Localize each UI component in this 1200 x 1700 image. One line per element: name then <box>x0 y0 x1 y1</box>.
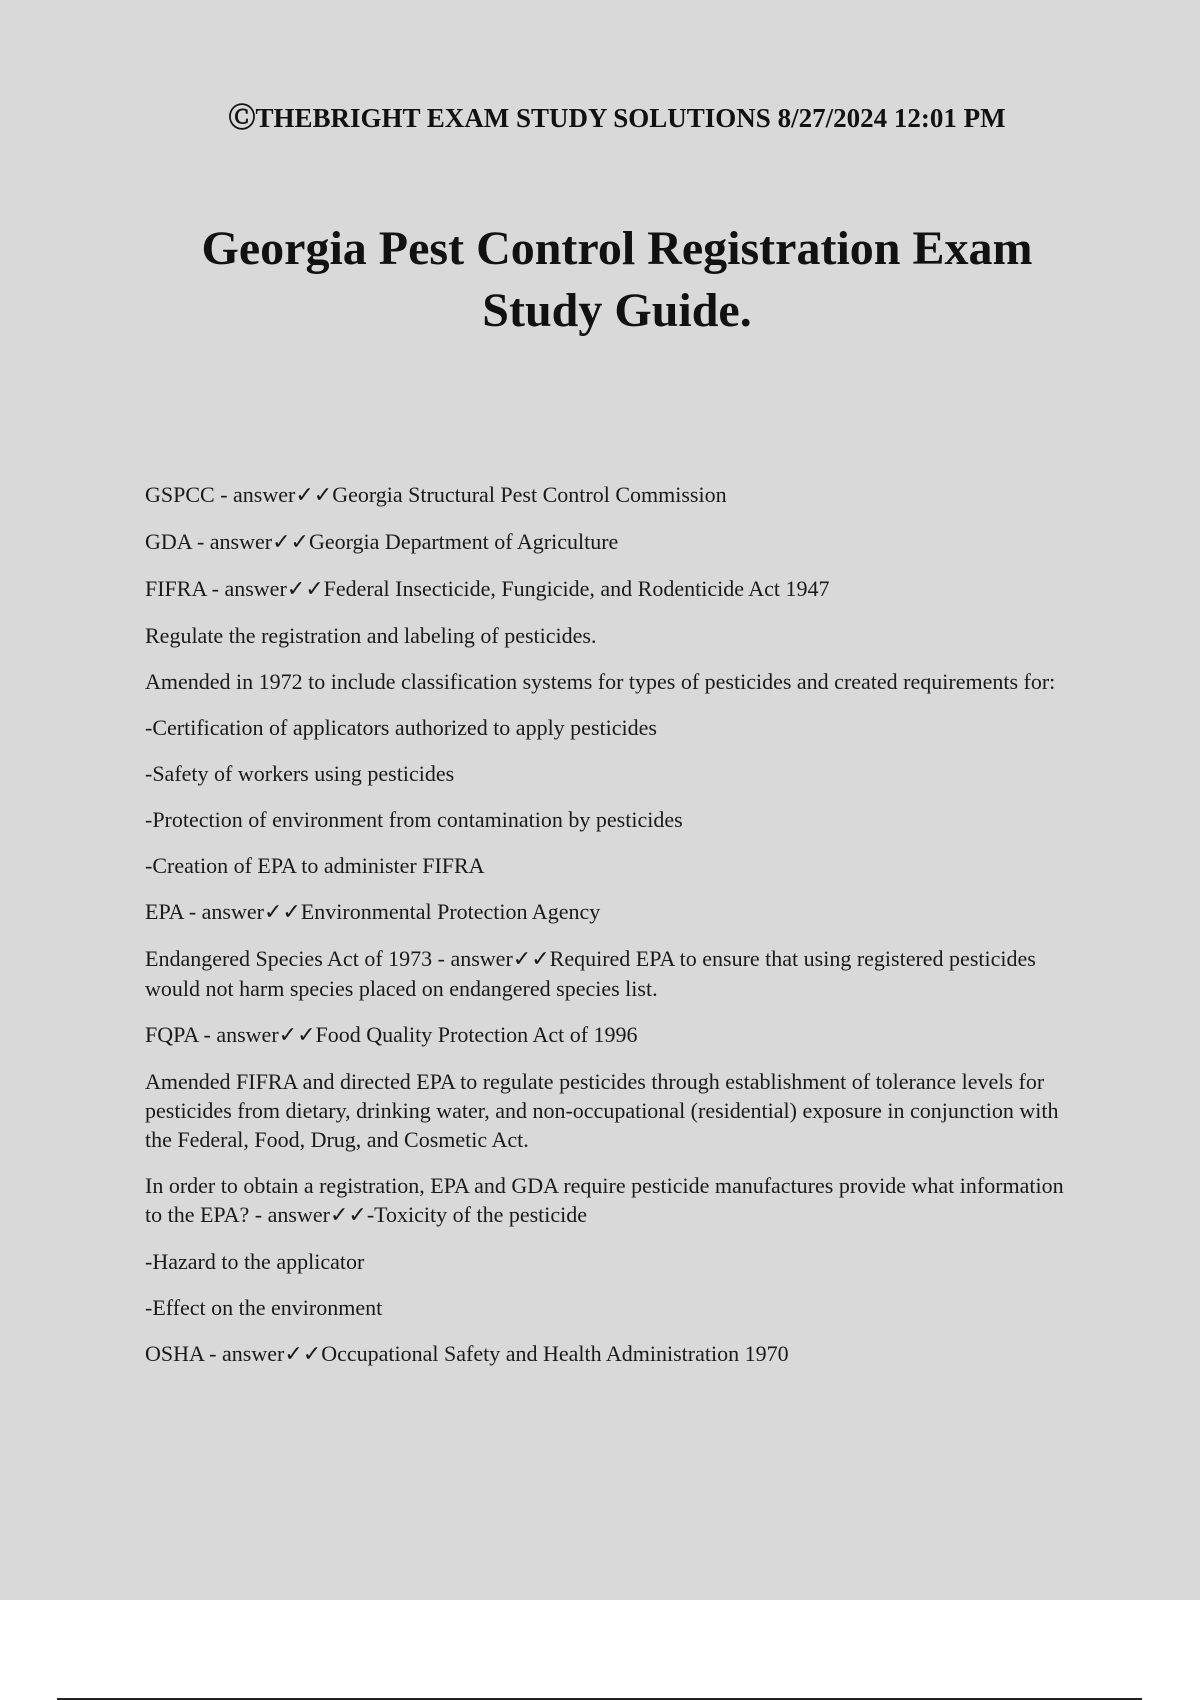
item-answer: Georgia Structural Pest Control Commission <box>332 482 727 507</box>
item-term: GDA - answer <box>145 529 273 554</box>
item-text: Regulate the registration and labeling of pesticides. <box>145 623 597 648</box>
item-term: FQPA - answer <box>145 1022 279 1047</box>
item-text: -Certification of applicators authorized to apply pesticides <box>145 715 657 740</box>
checkmark-icon: ✓✓ <box>329 1203 367 1228</box>
study-item <box>145 851 1085 880</box>
page-title <box>0 218 1200 342</box>
title-line-1: Georgia Pest Control Registration Exam <box>201 222 1033 275</box>
title-line-2: Study Guide. <box>482 284 752 337</box>
checkmark-icon: ✓✓ <box>286 577 324 602</box>
study-item <box>145 1247 1085 1276</box>
checkmark-icon: ✓✓ <box>272 530 309 555</box>
item-text: -Creation of EPA to administer FIFRA <box>145 853 485 878</box>
item-answer: Required EPA to ensure that using registered pesticides would not harm species placed on endangered species list. <box>145 946 1036 1001</box>
study-item <box>145 944 1085 1003</box>
item-answer: Occupational Safety and Health Administration 1970 <box>321 1341 789 1366</box>
item-answer: -Toxicity of the pesticide <box>366 1202 588 1227</box>
item-answer: Georgia Department of Agriculture <box>308 529 619 554</box>
study-item <box>145 574 1085 604</box>
checkmark-icon: ✓✓ <box>278 1023 316 1048</box>
study-item <box>145 897 1085 927</box>
study-item <box>145 713 1085 742</box>
study-item <box>145 1067 1085 1154</box>
study-item <box>145 1020 1085 1050</box>
item-text: -Safety of workers using pesticides <box>145 761 455 786</box>
item-text: Amended in 1972 to include classification systems for types of pesticides and created requirements for: <box>145 669 1056 694</box>
item-text: -Protection of environment from contamination by pesticides <box>145 807 683 832</box>
item-answer: Federal Insecticide, Fungicide, and Rodenticide Act 1947 <box>323 576 830 601</box>
study-item <box>145 805 1085 834</box>
study-item <box>145 1171 1085 1230</box>
item-term: GSPCC - answer <box>145 482 296 507</box>
study-item <box>145 759 1085 788</box>
item-answer: Food Quality Protection Act of 1996 <box>315 1022 638 1047</box>
study-guide-content <box>145 480 1085 1386</box>
header-text: THEBRIGHT EXAM STUDY SOLUTIONS 8/27/2024 12:01 PM <box>255 103 1006 133</box>
item-term: FIFRA - answer <box>145 576 287 601</box>
study-item <box>145 1293 1085 1322</box>
study-item <box>145 667 1085 696</box>
item-term: In order to obtain a registration, EPA and GDA require pesticide manufactures provide what information to the EPA? - answer <box>145 1173 1064 1227</box>
study-item <box>145 1339 1085 1369</box>
item-term: Endangered Species Act of 1973 - answer <box>145 946 513 971</box>
study-item <box>145 480 1085 510</box>
item-text: -Hazard to the applicator <box>145 1249 365 1274</box>
checkmark-icon: ✓✓ <box>263 900 301 925</box>
checkmark-icon: ✓✓ <box>295 483 333 508</box>
item-term: OSHA - answer <box>145 1341 285 1366</box>
copyright-symbol: Ⓒ <box>228 103 256 133</box>
checkmark-icon: ✓✓ <box>512 947 550 972</box>
item-text: -Effect on the environment <box>145 1295 383 1320</box>
item-text: Amended FIFRA and directed EPA to regulate pesticides through establishment of tolerance levels for pesticides from dietary, drinking water, and non-occupational (residential) exposure in conjunction with the Federal, Food, Drug, and Cosmetic Act. <box>145 1069 1059 1152</box>
item-term: EPA - answer <box>145 899 264 924</box>
checkmark-icon: ✓✓ <box>284 1342 322 1367</box>
study-item <box>145 527 1085 557</box>
item-answer: Environmental Protection Agency <box>300 899 601 924</box>
copyright-header <box>0 96 1200 135</box>
study-item <box>145 621 1085 650</box>
